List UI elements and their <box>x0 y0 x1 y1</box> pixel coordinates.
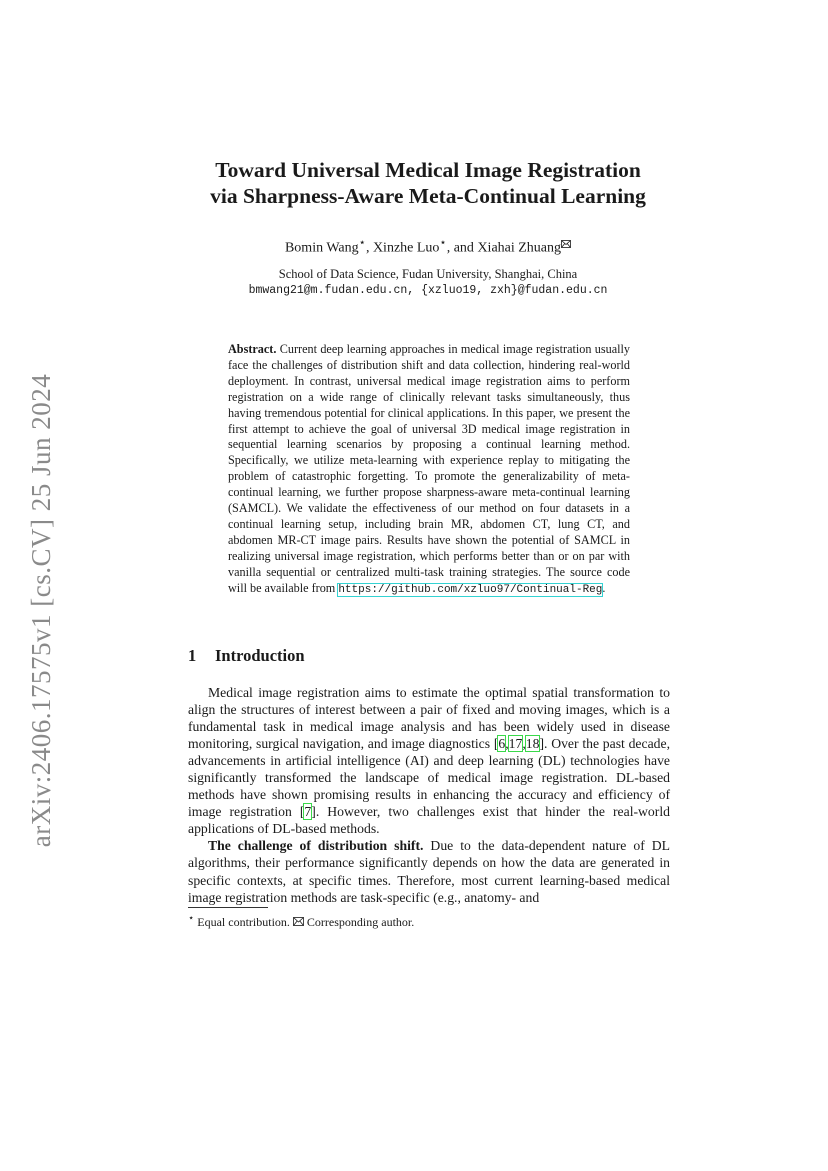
section-number: 1 <box>188 646 197 665</box>
envelope-icon <box>561 240 571 248</box>
footnote-divider <box>188 907 268 908</box>
section-title: Introduction <box>215 646 305 665</box>
equal-contribution-mark: ⋆ <box>439 236 447 249</box>
paper-title <box>150 157 706 209</box>
author-1: Bomin Wang <box>284 240 359 256</box>
email-addresses: bmwang21@m.fudan.edu.cn, {xzluo19, zxh}@fudan.edu.cn <box>248 284 608 297</box>
citation-link[interactable]: 17 <box>508 736 523 752</box>
abstract: Abstract. Current deep learning approaches in medical image registration usually face the challenges of distribution shift and data collection, hindering real-world deployment. In contrast, universal medical image registration aims to perform registration on a wide range of clinically relevant tasks simultaneously, thus having tremendous potential for clinical applications. In this paper, we present the first attempt to achieve the goal of universal 3D medical image registration in sequential learning scenarios by proposing a continual learning method. Specifically, we utilize meta-learning with experience replay to mitigating the problem of catastrophic forgetting. To promote the generalizability of meta-continual learning, we further propose sharpness-aware meta-continual learning (SAMCL). We validate the effectiveness of our method on four datasets in a continual learning setup, including brain MR, abdomen CT, lung CT, and abdomen MR-CT image pairs. Results have shown the potential of SAMCL in realizing universal image registration, which performs better than or on par with vanilla sequential or centralized multi-task training strategies. The source code will be available from https://github.com/xzluo97/Continual-Reg. <box>228 342 630 596</box>
intro-paragraph-2: The challenge of distribution shift. Due to the data-dependent nature of DL algorithms, their performance significantly depends on how the data are generated in specific contexts, at specific times. Therefore, most current learning-based medical image registration methods are task-specific (e.g., anatomy- and <box>188 838 670 905</box>
citation-link[interactable]: 6 <box>498 736 506 752</box>
abstract-label: Abstract. <box>228 342 277 356</box>
equal-contribution-mark: ⋆ <box>358 236 366 249</box>
section-heading-introduction <box>188 645 305 667</box>
title-line-1: Toward Universal Medical Image Registration <box>215 158 641 182</box>
author-3: Xiahai Zhuang <box>477 240 562 256</box>
footnote: ⋆ Equal contribution. Corresponding author. <box>188 913 415 929</box>
citation-link[interactable]: 18 <box>525 736 540 752</box>
arxiv-identifier <box>22 365 62 855</box>
introduction-body <box>188 684 670 906</box>
source-code-link[interactable]: https://github.com/xzluo97/Continual-Reg <box>338 583 603 596</box>
intro-paragraph-1: Medical image registration aims to estimate the optimal spatial transformation to align the structures of interest between a pair of fixed and moving images, which is a fundamental task in medical image analysis and has been widely used in disease monitoring, surgical navigation, and image diagnostics [6,17,18]. Over the past decade, advancements in artificial intelligence (AI) and deep learning (DL) technologies have significantly transformed the landscape of medical image registration. DL-based methods have shown promising results in enhancing the accuracy and efficiency of image registration [7]. However, two challenges exist that hinder the real-world applications of DL-based methods. <box>188 685 670 837</box>
abstract-text: Current deep learning approaches in medical image registration usually face the challenges of distribution shift and data collection, hindering real-world deployment. In contrast, universal medical image registration aims to perform registration on a wide range of clinically relevant tasks simultaneously, thus having tremendous potential for clinical applications. In this paper, we present the first attempt to achieve the goal of universal 3D medical image registration in sequential learning scenarios by proposing a continual learning method. Specifically, we utilize meta-learning with experience replay to mitigating the problem of catastrophic forgetting. To promote the generalizability of meta-continual learning, we further propose sharpness-aware meta-continual learning (SAMCL). We validate the effectiveness of our method on four datasets in a continual learning setup, including brain MR, abdomen CT, lung CT, and abdomen MR-CT image pairs. Results have shown the potential of SAMCL in realizing universal image registration, which performs better than or on par with vanilla sequential or centralized multi-task training strategies. The source code will be available from <box>228 342 630 595</box>
footnote-mark: ⋆ <box>188 913 195 924</box>
affiliation: School of Data Science, Fudan University, Shanghai, China <box>278 267 578 281</box>
citation-link[interactable]: 7 <box>304 804 312 820</box>
author-2: Xinzhe Luo <box>372 240 440 256</box>
author-list: Bomin Wang⋆, Xinzhe Luo⋆, and Xiahai Zhuang <box>150 234 706 258</box>
arxiv-identifier-text: arXiv:2406.17575v1 [cs.CV] 25 Jun 2024 <box>26 373 57 847</box>
title-line-2: via Sharpness-Aware Meta-Continual Learning <box>210 184 646 208</box>
envelope-icon <box>293 917 304 926</box>
paragraph-heading: The challenge of distribution shift. <box>208 838 424 854</box>
